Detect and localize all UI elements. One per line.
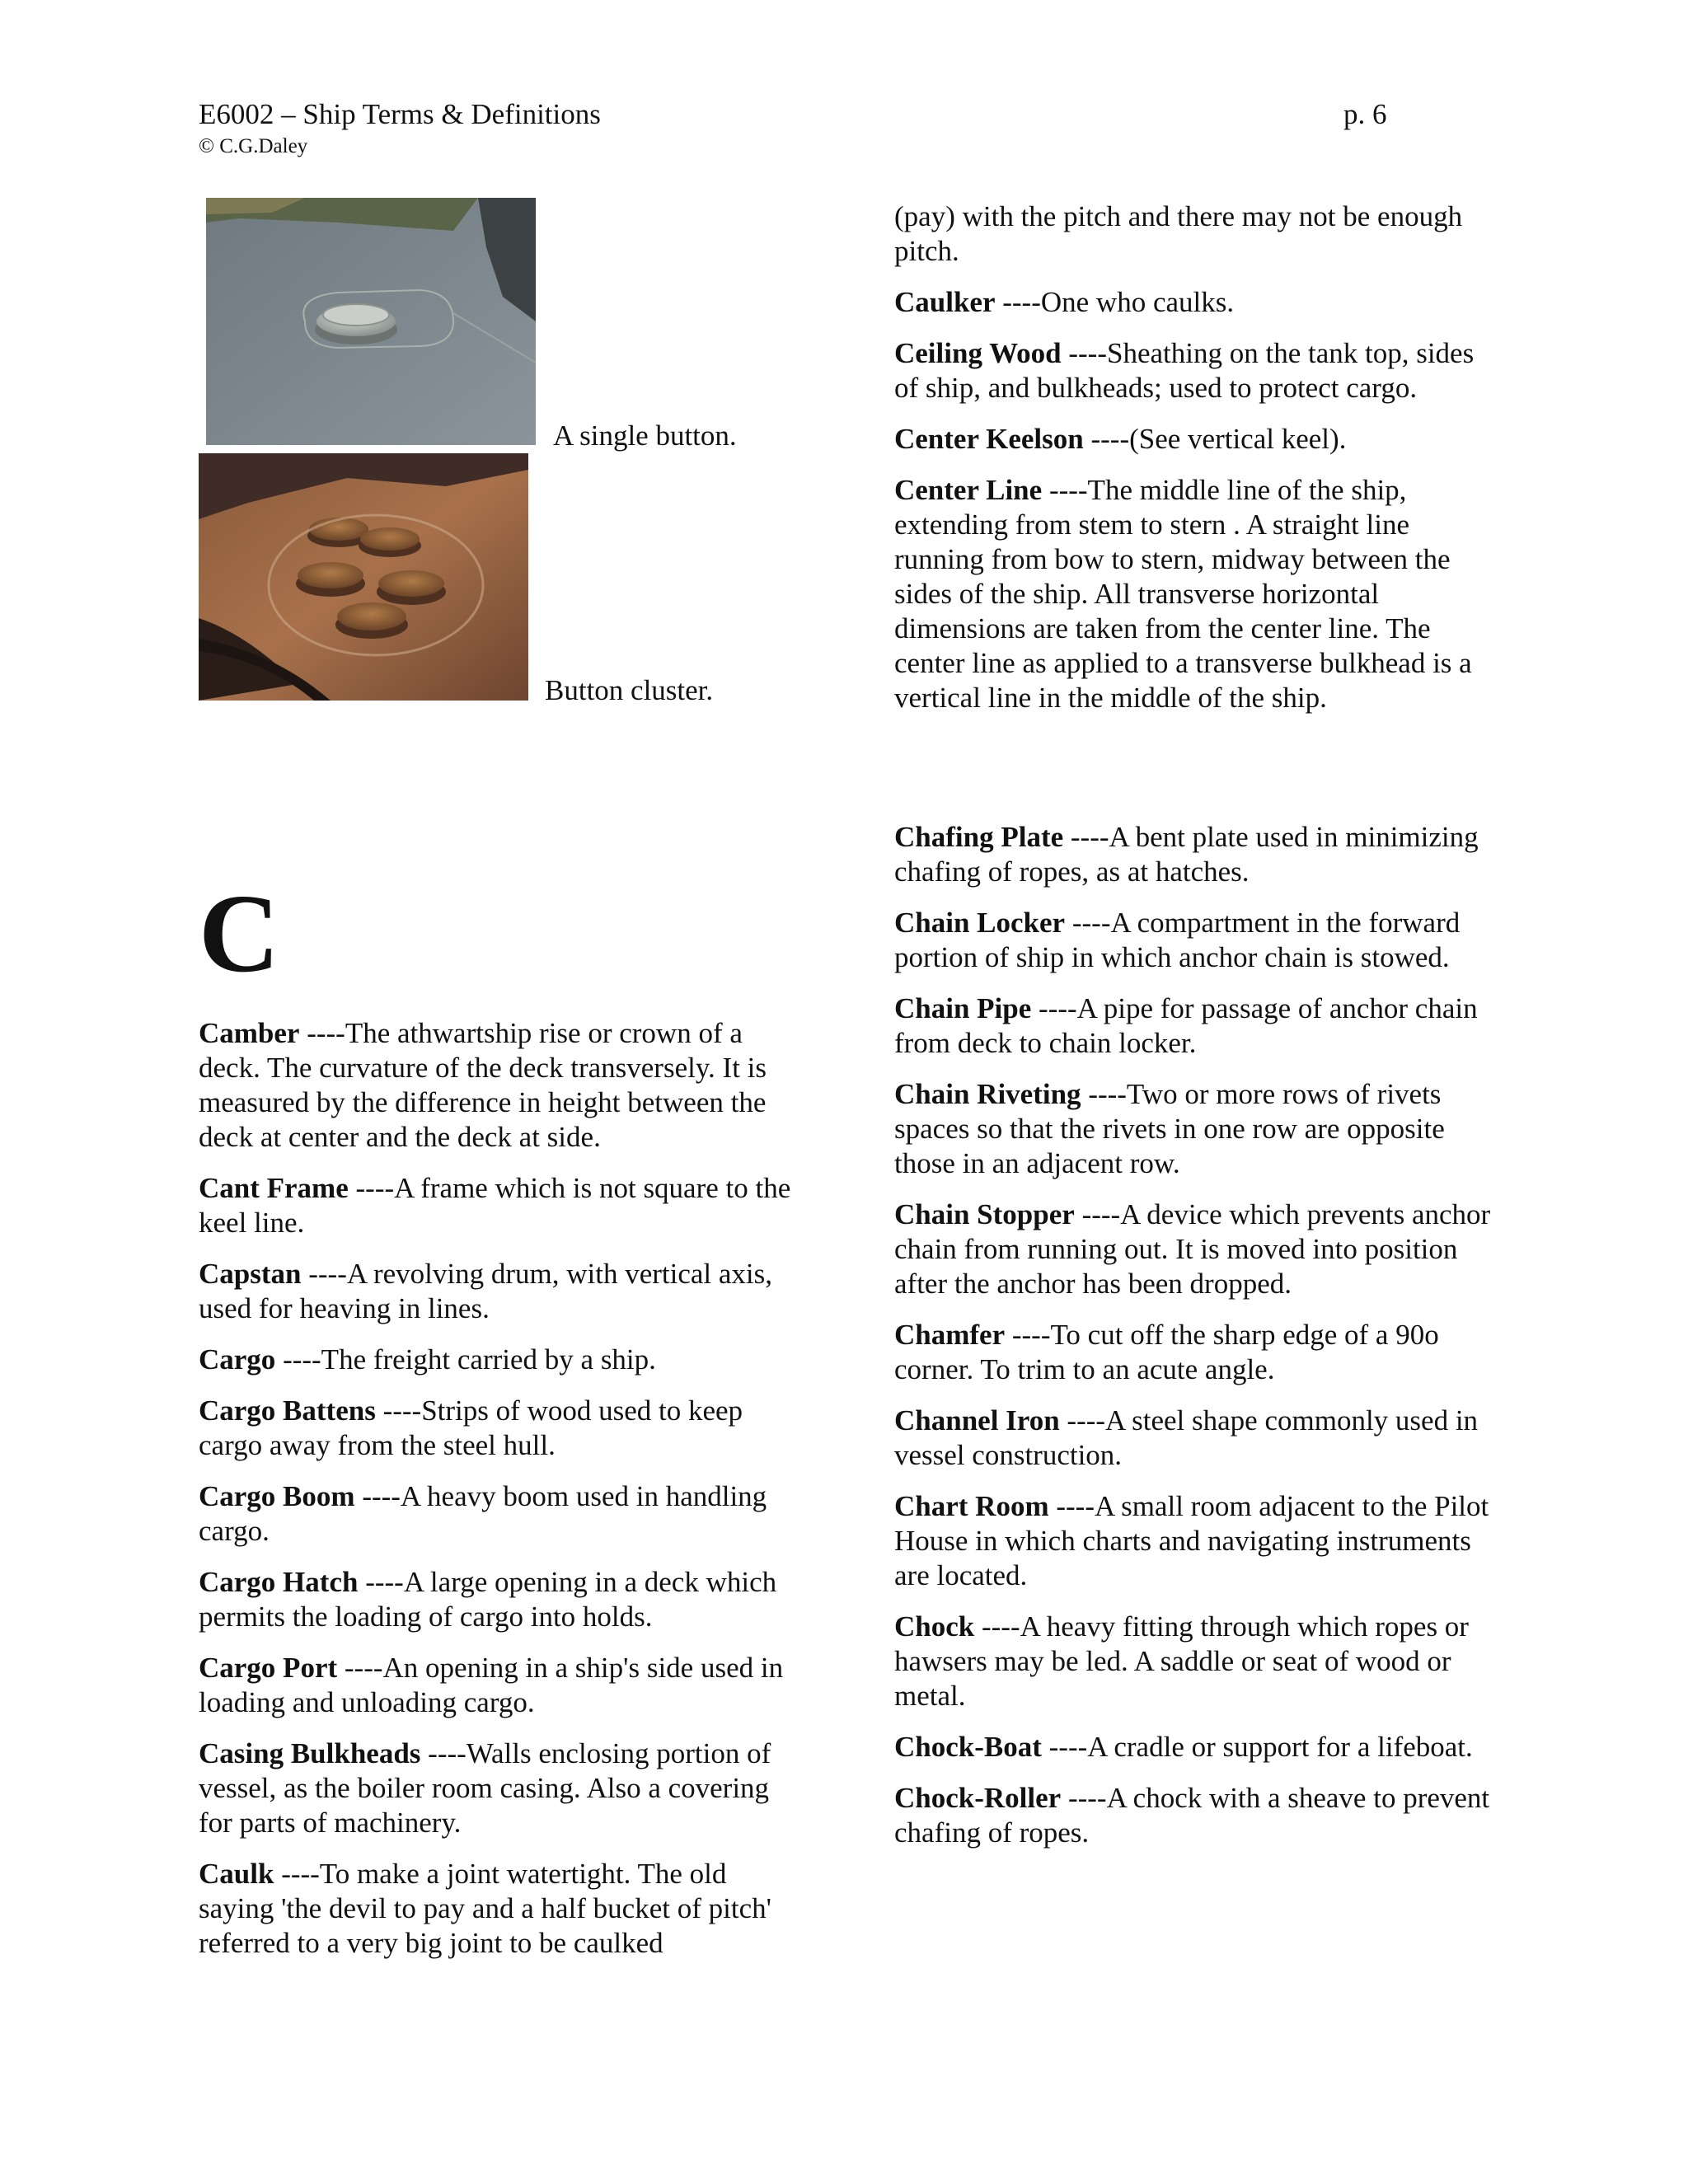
definition-entry	[894, 1610, 1496, 1713]
definition-term: Chamfer	[894, 1319, 1006, 1351]
definition-term: Caulker	[894, 286, 996, 318]
definition-term: Chain Pipe	[894, 992, 1032, 1024]
definition-entry	[894, 1489, 1496, 1593]
definition-entry	[894, 1318, 1496, 1387]
definition-text: ----To make a joint watertight. The old saying 'the devil to pay and a half bucket of pitch' referred to a very big joint to be caulked	[199, 1858, 771, 1959]
definition-term: Center Keelson	[894, 423, 1084, 455]
definition-term: Cant Frame	[199, 1172, 349, 1204]
definition-text: ----A frame which is not square to the keel line.	[199, 1172, 791, 1239]
definition-term: Chock	[894, 1610, 975, 1643]
definition-term: Center Line	[894, 474, 1043, 506]
definition-text: ----A pipe for passage of anchor chain from deck to chain locker.	[894, 992, 1478, 1059]
continued-definition: (pay) with the pitch and there may not be enough pitch.	[894, 200, 1463, 267]
definition-entry	[199, 1016, 797, 1155]
definition-term: Cargo	[199, 1343, 276, 1376]
definition-text: ----A chock with a sheave to prevent chafing of ropes.	[894, 1782, 1490, 1849]
definition-text: ----Strips of wood used to keep cargo away from the steel hull.	[199, 1394, 743, 1461]
definition-text: ----A steel shape commonly used in vessel construction.	[894, 1404, 1479, 1471]
definition-term: Cargo Port	[199, 1652, 338, 1684]
definition-term: Chart Room	[894, 1490, 1049, 1522]
definitions-column-left	[199, 1016, 797, 1977]
definition-entry	[894, 1781, 1496, 1850]
definition-term: Capstan	[199, 1258, 302, 1290]
definition-term: Caulk	[199, 1858, 274, 1890]
definition-entry	[199, 1857, 797, 1961]
definition-entry	[199, 1565, 797, 1634]
definition-text: ----One who caulks.	[995, 286, 1235, 318]
page-number: p. 6	[1343, 98, 1387, 130]
definitions-column-right-bottom	[894, 820, 1496, 1867]
definition-text: ----A bent plate used in minimizing chafing of ropes, as at hatches.	[894, 821, 1479, 888]
section-letter: C	[199, 872, 280, 996]
definition-text: ----A heavy fitting through which ropes or hawsers may be led. A saddle or seat of wood or metal.	[894, 1610, 1469, 1712]
definition-text: ----An opening in a ship's side used in loading and unloading cargo.	[199, 1652, 784, 1718]
definition-text: ----The freight carried by a ship.	[275, 1343, 656, 1376]
definition-entry	[894, 473, 1496, 715]
definition-text: ----Two or more rows of rivets spaces so that the rivets in one row are opposite those in an adjacent row.	[894, 1078, 1445, 1179]
definition-entry	[894, 991, 1496, 1061]
definition-text: ----A compartment in the forward portion of ship in which anchor chain is stowed.	[894, 907, 1461, 973]
definition-term: Chain Stopper	[894, 1198, 1075, 1230]
single-button-photo	[206, 198, 536, 445]
definition-text: ----A device which prevents anchor chain from running out. It is moved into position after the anchor has been dropped.	[894, 1198, 1491, 1300]
definition-term: Ceiling Wood	[894, 337, 1062, 369]
definition-entry	[894, 422, 1496, 457]
definitions-column-right-top	[894, 199, 1496, 732]
definition-entry	[894, 1077, 1496, 1181]
definition-entry	[199, 1343, 797, 1377]
definition-term: Cargo Battens	[199, 1394, 376, 1427]
definition-entry	[199, 1171, 797, 1240]
definition-entry	[199, 1394, 797, 1463]
definition-term: Cargo Hatch	[199, 1566, 359, 1598]
definition-text: ----Sheathing on the tank top, sides of ship, and bulkheads; used to protect cargo.	[894, 337, 1475, 404]
definition-entry	[894, 285, 1496, 320]
definition-entry	[894, 1404, 1496, 1473]
definition-text: ----The athwartship rise or crown of a deck. The curvature of the deck transversely. It is measured by the difference in height between the deck at center and the deck at side.	[199, 1017, 767, 1153]
copyright-notice: © C.G.Daley	[199, 135, 308, 157]
definition-term: Casing Bulkheads	[199, 1737, 421, 1769]
button-cluster-photo	[199, 453, 528, 701]
definition-text: ----Walls enclosing portion of vessel, as the boiler room casing. Also a covering for parts of machinery.	[199, 1737, 771, 1839]
definition-term: Chock-Roller	[894, 1782, 1062, 1814]
definition-entry	[199, 1651, 797, 1720]
definition-term: Chock-Boat	[894, 1731, 1042, 1763]
button-cluster-caption: Button cluster.	[545, 674, 714, 706]
definition-term: Channel Iron	[894, 1404, 1060, 1436]
definition-entry	[894, 906, 1496, 975]
definition-text: ----To cut off the sharp edge of a 90o corner. To trim to an acute angle.	[894, 1319, 1439, 1385]
definition-entry	[199, 1479, 797, 1549]
definition-entry	[894, 1730, 1496, 1765]
definition-text: ----A small room adjacent to the Pilot House in which charts and navigating instruments are located.	[894, 1490, 1489, 1591]
definition-entry	[894, 1197, 1496, 1301]
document-title: E6002 – Ship Terms & Definitions	[199, 98, 601, 130]
definition-entry	[199, 1736, 797, 1840]
definition-text: ----A heavy boom used in handling cargo.	[199, 1480, 767, 1547]
definition-term: Chain Locker	[894, 907, 1066, 939]
definition-text: ----(See vertical keel).	[1083, 423, 1347, 455]
definition-term: Chafing Plate	[894, 821, 1064, 853]
definition-entry	[894, 336, 1496, 405]
definition-term: Cargo Boom	[199, 1480, 355, 1512]
definition-entry	[894, 820, 1496, 889]
definition-text: ----A revolving drum, with vertical axis, used for heaving in lines.	[199, 1258, 773, 1324]
definition-term: Chain Riveting	[894, 1078, 1081, 1110]
definition-entry	[199, 1257, 797, 1326]
definition-text: ----The middle line of the ship, extending from stem to stern . A straight line running from bow to stern, midway between the sides of the ship. All transverse horizontal dimensions are taken from the center line. The center line as applied to a transverse bulkhead is a vertical line in the middle of the ship.	[894, 474, 1472, 714]
definition-text: ----A large opening in a deck which permits the loading of cargo into holds.	[199, 1566, 777, 1633]
single-button-caption: A single button.	[553, 419, 737, 452]
definition-term: Camber	[199, 1017, 300, 1049]
definition-text: ----A cradle or support for a lifeboat.	[1041, 1731, 1473, 1763]
